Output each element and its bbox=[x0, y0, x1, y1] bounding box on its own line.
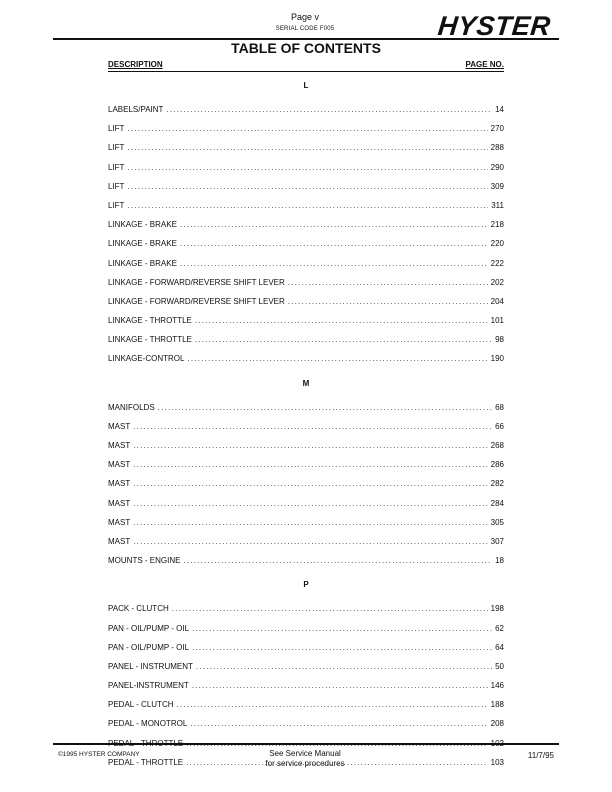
column-header-divider bbox=[108, 71, 504, 72]
entry-page-number: 146 bbox=[490, 681, 504, 691]
entry-description: MAST bbox=[108, 498, 131, 508]
toc-entry bbox=[108, 676, 504, 695]
entry-page-number: 208 bbox=[490, 719, 504, 729]
entry-page-number: 64 bbox=[495, 642, 504, 652]
dot-leader bbox=[183, 551, 492, 570]
toc-entry bbox=[108, 196, 504, 215]
toc-entry bbox=[108, 234, 504, 253]
toc-entry bbox=[108, 100, 504, 119]
entry-page-number: 222 bbox=[490, 258, 504, 268]
toc-entry bbox=[108, 551, 504, 570]
entry-description: LIFT bbox=[108, 143, 125, 153]
entry-description: PANEL-INSTRUMENT bbox=[108, 681, 189, 691]
toc-entry bbox=[108, 349, 504, 368]
toc-entry bbox=[108, 254, 504, 273]
entry-description: LIFT bbox=[108, 181, 125, 191]
toc-entry bbox=[108, 177, 504, 196]
dot-leader bbox=[133, 494, 487, 513]
toc-entry bbox=[108, 638, 504, 657]
entry-description: LABELS/PAINT bbox=[108, 105, 164, 114]
dot-leader bbox=[192, 638, 492, 657]
toc-entry bbox=[108, 599, 504, 618]
dot-leader bbox=[133, 513, 487, 532]
toc-entry bbox=[108, 494, 504, 513]
service-manual-note-line2: for service procedures bbox=[265, 759, 345, 768]
entry-page-number: 311 bbox=[491, 200, 504, 210]
toc-section bbox=[108, 78, 504, 369]
entry-description: PANEL - INSTRUMENT bbox=[108, 661, 193, 671]
entry-page-number: 305 bbox=[490, 517, 504, 527]
entry-page-number: 220 bbox=[490, 239, 504, 249]
entry-description: LINKAGE - BRAKE bbox=[108, 220, 177, 230]
dot-leader bbox=[133, 532, 487, 551]
column-header-description: DESCRIPTION bbox=[108, 60, 163, 69]
entry-page-number: 270 bbox=[490, 124, 504, 134]
entry-description: PEDAL - CLUTCH bbox=[108, 700, 174, 710]
entry-description: LIFT bbox=[108, 162, 125, 172]
entry-page-number: 309 bbox=[490, 181, 504, 191]
entry-page-number: 66 bbox=[495, 421, 504, 431]
entry-page-number: 204 bbox=[490, 296, 504, 306]
dot-leader bbox=[133, 417, 492, 436]
dot-leader bbox=[127, 196, 488, 215]
entry-page-number: 218 bbox=[490, 220, 504, 230]
entry-description: LINKAGE - BRAKE bbox=[108, 239, 177, 249]
dot-leader bbox=[180, 234, 488, 253]
toc-entry bbox=[108, 474, 504, 493]
dot-leader bbox=[127, 119, 487, 138]
dot-leader bbox=[192, 619, 492, 638]
dot-leader bbox=[127, 138, 487, 157]
toc-entry bbox=[108, 417, 504, 436]
entry-page-number: 268 bbox=[490, 441, 504, 450]
page-number-label: Page v bbox=[290, 12, 320, 22]
toc-entry bbox=[108, 513, 504, 532]
entry-page-number: 290 bbox=[490, 162, 504, 172]
dot-leader bbox=[127, 177, 487, 196]
entry-description: LINKAGE - FORWARD/REVERSE SHIFT LEVER bbox=[108, 277, 285, 287]
entry-description: MAST bbox=[108, 479, 131, 489]
entry-page-number: 68 bbox=[495, 402, 504, 412]
toc-section bbox=[108, 376, 504, 571]
entry-description: PEDAL - THROTTLE bbox=[108, 757, 184, 767]
entry-description: MAST bbox=[108, 536, 131, 546]
entry-description: LIFT bbox=[108, 200, 125, 210]
dot-leader bbox=[166, 100, 492, 119]
entry-description: LINKAGE - THROTTLE bbox=[108, 316, 192, 326]
toc-entry bbox=[108, 292, 504, 311]
entry-description: MAST bbox=[108, 421, 131, 431]
entry-description: MOUNTS - ENGINE bbox=[108, 556, 181, 566]
entry-description: MAST bbox=[108, 517, 131, 527]
toc-entry bbox=[108, 398, 504, 417]
entry-page-number: 62 bbox=[495, 623, 504, 633]
toc-entry bbox=[108, 695, 504, 714]
revision-date: 11/7/95 bbox=[527, 751, 554, 760]
dot-leader bbox=[158, 398, 492, 417]
dot-leader bbox=[196, 657, 492, 676]
dot-leader bbox=[127, 158, 487, 177]
dot-leader bbox=[172, 599, 488, 618]
toc-entry bbox=[108, 714, 504, 733]
dot-leader bbox=[180, 254, 488, 273]
entry-page-number: 190 bbox=[490, 354, 504, 364]
entry-description: MANIFOLDS bbox=[108, 402, 155, 412]
entry-page-number: 102 bbox=[490, 738, 504, 748]
entry-page-number: 188 bbox=[490, 700, 504, 710]
toc-entry bbox=[108, 119, 504, 138]
entry-description: LIFT bbox=[108, 124, 125, 134]
column-header-page-no: PAGE NO. bbox=[465, 60, 504, 69]
dot-leader bbox=[177, 695, 488, 714]
entry-page-number: 288 bbox=[490, 143, 504, 153]
entry-page-number: 284 bbox=[490, 498, 504, 508]
service-manual-note bbox=[220, 749, 390, 769]
entry-description: MAST bbox=[108, 460, 131, 470]
entry-page-number: 18 bbox=[495, 556, 504, 566]
toc-entry bbox=[108, 138, 504, 157]
toc-entry bbox=[108, 657, 504, 676]
toc-entry bbox=[108, 436, 504, 455]
entry-page-number: 202 bbox=[490, 277, 504, 287]
dot-leader bbox=[192, 676, 488, 695]
dot-leader bbox=[195, 330, 492, 349]
dot-leader bbox=[133, 436, 487, 455]
entry-page-number: 198 bbox=[490, 604, 504, 614]
service-manual-note-line1: See Service Manual bbox=[269, 749, 341, 758]
toc-list bbox=[108, 78, 504, 772]
page-title: TABLE OF CONTENTS bbox=[231, 40, 381, 56]
toc-entry bbox=[108, 311, 504, 330]
dot-leader bbox=[133, 455, 487, 474]
entry-description: PEDAL - THROTTLE bbox=[108, 738, 184, 748]
entry-page-number: 307 bbox=[490, 536, 504, 546]
hyster-logo: HYSTER bbox=[436, 11, 553, 41]
dot-leader bbox=[288, 273, 488, 292]
dot-leader bbox=[180, 215, 488, 234]
entry-description: MAST bbox=[108, 441, 131, 450]
entry-description: PAN - OIL/PUMP - OIL bbox=[108, 623, 190, 633]
entry-description: PAN - OIL/PUMP - OIL bbox=[108, 642, 190, 652]
toc-entry bbox=[108, 158, 504, 177]
dot-leader bbox=[133, 474, 487, 493]
toc-entry bbox=[108, 532, 504, 551]
section-letter: M bbox=[302, 378, 310, 388]
dot-leader bbox=[187, 349, 487, 368]
dot-leader bbox=[288, 292, 488, 311]
entry-page-number: 50 bbox=[495, 661, 504, 671]
serial-code: SERIAL CODE F005 bbox=[275, 26, 335, 32]
section-letter: P bbox=[303, 580, 309, 590]
toc-entry bbox=[108, 330, 504, 349]
entry-page-number: 286 bbox=[490, 460, 504, 470]
toc-entry bbox=[108, 215, 504, 234]
entry-description: LINKAGE - BRAKE bbox=[108, 258, 177, 268]
entry-description: LINKAGE - THROTTLE bbox=[108, 335, 192, 345]
toc-entry bbox=[108, 455, 504, 474]
entry-description: LINKAGE-CONTROL bbox=[108, 354, 185, 364]
dot-leader bbox=[195, 311, 488, 330]
copyright-notice: ©1995 HYSTER COMPANY bbox=[58, 751, 140, 758]
entry-page-number: 14 bbox=[495, 105, 504, 114]
entry-description: LINKAGE - FORWARD/REVERSE SHIFT LEVER bbox=[108, 296, 285, 306]
footer-divider bbox=[53, 743, 559, 745]
entry-description: PACK - CLUTCH bbox=[108, 604, 169, 614]
dot-leader bbox=[190, 714, 487, 733]
entry-page-number: 103 bbox=[490, 757, 504, 767]
toc-entry bbox=[108, 619, 504, 638]
entry-description: PEDAL - MONOTROL bbox=[108, 719, 188, 729]
entry-page-number: 282 bbox=[490, 479, 504, 489]
toc-entry bbox=[108, 273, 504, 292]
section-letter: L bbox=[303, 81, 309, 90]
entry-page-number: 101 bbox=[490, 316, 504, 326]
entry-page-number: 98 bbox=[495, 335, 504, 345]
